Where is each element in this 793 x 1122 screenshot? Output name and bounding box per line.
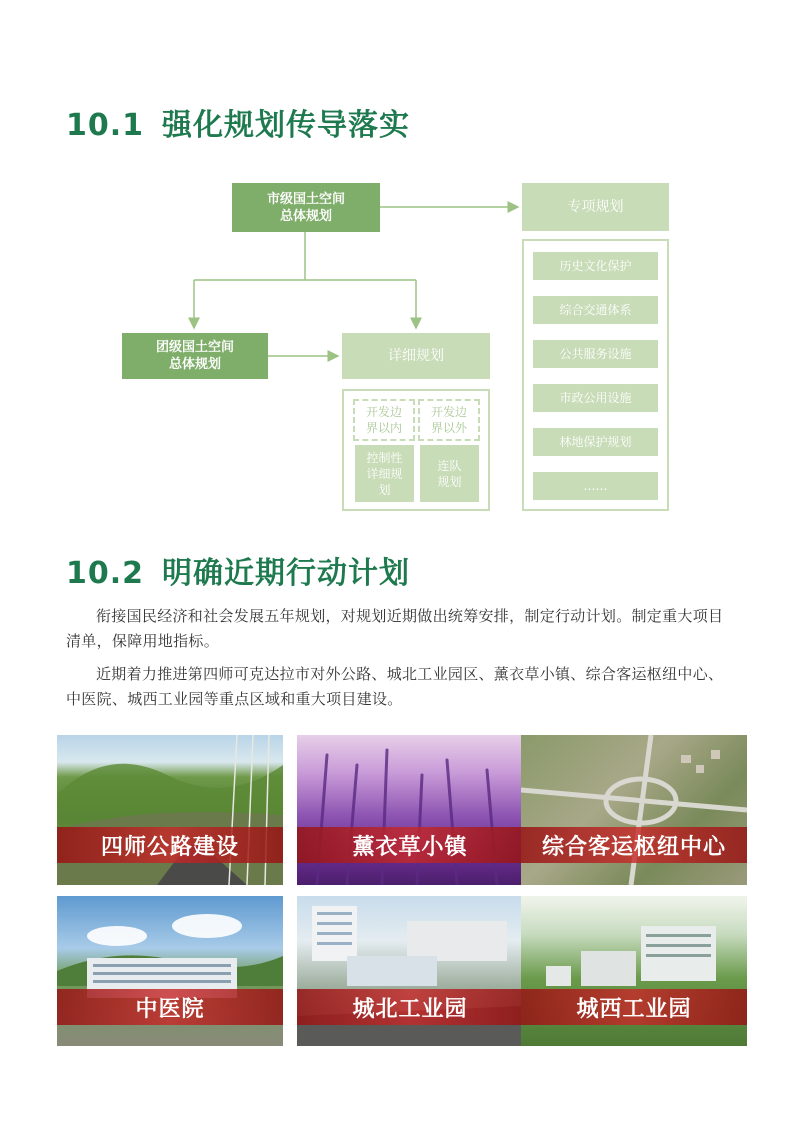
special-item: 综合交通体系	[533, 296, 658, 324]
photo-highway-interchange	[521, 735, 747, 885]
photo-caption: 综合客运枢纽中心	[521, 827, 747, 863]
city-master-plan-box: 市级国土空间 总体规划	[232, 183, 380, 232]
special-item: ……	[533, 472, 658, 500]
photo-lavender-field	[297, 735, 523, 885]
section-heading-10-2: 10.2 明确近期行动计划	[66, 556, 411, 591]
section-heading-10-1: 10.1 强化规划传导落实	[66, 108, 411, 143]
photo-caption: 四师公路建设	[57, 827, 283, 863]
photo-caption: 薰衣草小镇	[297, 827, 523, 863]
photo-north-industrial-park	[297, 896, 523, 1046]
detail-plan-box: 详细规划	[342, 333, 490, 379]
paragraph: 衔接国民经济和社会发展五年规划，对规划近期做出统筹安排，制定行动计划。制定重大项目清单，保障用地指标。	[66, 607, 724, 650]
special-item: 市政公用设施	[533, 384, 658, 412]
photo-caption: 城北工业园	[297, 989, 523, 1025]
photo-caption: 城西工业园	[521, 989, 747, 1025]
photo-caption: 中医院	[57, 989, 283, 1025]
photo-mountain-road	[57, 735, 283, 885]
outside-boundary-box: 开发边 界以外	[418, 399, 480, 441]
control-detail-plan-box: 控制性 详细规 划	[355, 445, 414, 502]
special-item: 历史文化保护	[533, 252, 658, 280]
photo-west-industrial-park	[521, 896, 747, 1046]
special-plan-box: 专项规划	[522, 183, 669, 231]
special-item: 林地保护规划	[533, 428, 658, 456]
paragraph: 近期着力推进第四师可克达拉市对外公路、城北工业园区、薰衣草小镇、综合客运枢纽中心、中医院、城西工业园等重点区域和重大项目建设。	[66, 665, 724, 708]
photo-hospital	[57, 896, 283, 1046]
special-item: 公共服务设施	[533, 340, 658, 368]
inside-boundary-box: 开发边 界以内	[353, 399, 415, 441]
regiment-master-plan-box: 团级国土空间 总体规划	[122, 333, 268, 379]
company-plan-box: 连队 规划	[420, 445, 479, 502]
